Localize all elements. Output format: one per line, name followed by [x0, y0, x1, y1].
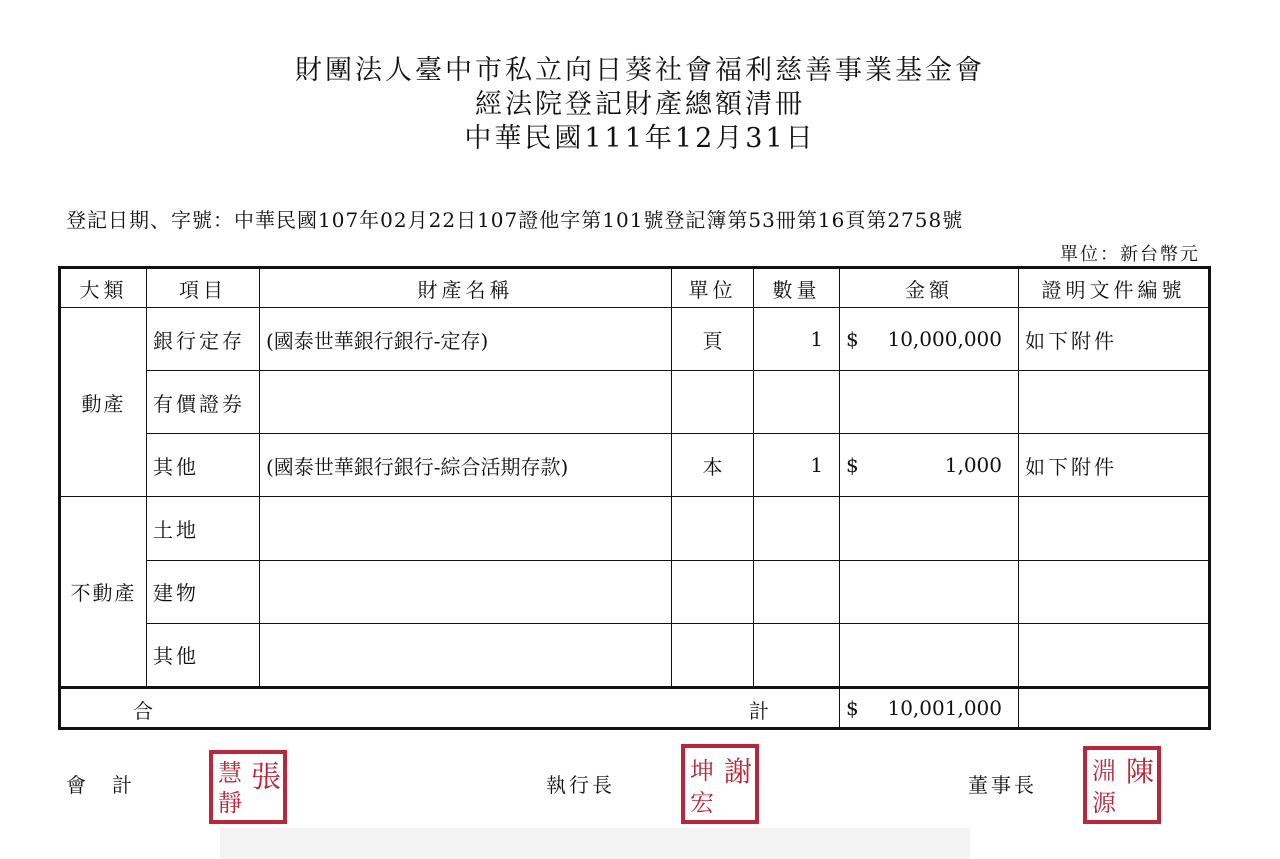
item-cell: 土地	[147, 497, 260, 560]
doc-cell	[1019, 371, 1210, 434]
col-header-doc: 證明文件編號	[1019, 268, 1210, 308]
name-cell	[260, 371, 672, 434]
qty-cell	[754, 623, 840, 687]
col-header-name: 財產名稱	[260, 268, 672, 308]
amount-cell	[840, 497, 1019, 560]
total-label-right: 計	[749, 698, 769, 723]
item-cell: 有價證券	[147, 371, 260, 434]
property-table	[58, 266, 1211, 730]
svg-text:張: 張	[251, 760, 281, 795]
qty-cell: 1	[754, 308, 840, 371]
amount-value: 10,000,000	[887, 327, 1002, 352]
table-row	[60, 497, 1210, 560]
total-row	[60, 687, 1210, 728]
chairman-label: 董事長	[968, 773, 1037, 797]
col-header-unit: 單位	[672, 268, 754, 308]
currency-unit: 單位：新台幣元	[1060, 244, 1200, 265]
unit-cell	[672, 560, 754, 623]
unit-cell: 頁	[672, 308, 754, 371]
amount-cell	[840, 308, 1019, 371]
document-header	[0, 54, 1280, 156]
amount-cell	[840, 623, 1019, 687]
item-cell: 其他	[147, 623, 260, 687]
unit-cell	[672, 371, 754, 434]
doc-date: 中華民國111年12月31日	[464, 123, 816, 154]
doc-title: 經法院登記財產總額清冊	[475, 89, 805, 120]
doc-cell: 如下附件	[1019, 434, 1210, 497]
total-amount-value: 10,001,000	[887, 695, 1002, 720]
svg-text:坤: 坤	[690, 757, 714, 785]
scan-shadow	[220, 828, 970, 859]
currency-sign: $	[846, 327, 859, 352]
svg-text:謝: 謝	[723, 755, 753, 788]
svg-text:源: 源	[1092, 789, 1116, 817]
ceo-label: 執行長	[546, 773, 615, 797]
unit-cell: 本	[672, 434, 754, 497]
col-header-item: 項目	[147, 268, 260, 308]
table-row	[60, 308, 1210, 371]
name-cell	[260, 560, 672, 623]
chairman-seal-icon	[1082, 745, 1162, 825]
total-label-left: 合	[133, 698, 153, 723]
name-cell: (國泰世華銀行銀行-綜合活期存款)	[260, 434, 672, 497]
svg-text:陳: 陳	[1125, 755, 1155, 788]
total-label-cell	[60, 687, 840, 728]
table-row	[60, 623, 1210, 687]
amount-cell	[840, 371, 1019, 434]
total-doc-cell	[1019, 687, 1210, 728]
svg-text:宏: 宏	[690, 789, 714, 817]
accountant-label: 會 計	[66, 773, 135, 797]
ceo-seal-icon	[680, 743, 760, 825]
table-row	[60, 560, 1210, 623]
category-cell: 動產	[60, 308, 147, 497]
doc-cell	[1019, 560, 1210, 623]
category-cell: 不動產	[60, 497, 147, 687]
unit-cell	[672, 497, 754, 560]
col-header-category: 大類	[60, 268, 147, 308]
name-cell	[260, 623, 672, 687]
qty-cell	[754, 560, 840, 623]
qty-cell	[754, 371, 840, 434]
qty-cell	[754, 497, 840, 560]
item-cell: 建物	[147, 560, 260, 623]
doc-cell: 如下附件	[1019, 308, 1210, 371]
table-row	[60, 371, 1210, 434]
svg-text:靜: 靜	[218, 789, 242, 817]
col-header-qty: 數量	[754, 268, 840, 308]
doc-cell	[1019, 623, 1210, 687]
org-name: 財團法人臺中市私立向日葵社會福利慈善事業基金會	[295, 55, 985, 86]
svg-text:慧: 慧	[218, 759, 242, 787]
currency-sign: $	[846, 453, 859, 478]
item-cell: 銀行定存	[147, 308, 260, 371]
name-cell	[260, 497, 672, 560]
unit-cell	[672, 623, 754, 687]
svg-text:淵: 淵	[1092, 757, 1116, 785]
qty-cell: 1	[754, 434, 840, 497]
doc-cell	[1019, 497, 1210, 560]
accountant-seal-icon	[208, 749, 288, 825]
amount-cell	[840, 434, 1019, 497]
total-amount-cell	[840, 687, 1019, 728]
table-row	[60, 434, 1210, 497]
item-cell: 其他	[147, 434, 260, 497]
currency-sign: $	[846, 695, 859, 720]
table-header-row	[60, 268, 1210, 308]
amount-cell	[840, 560, 1019, 623]
col-header-amount: 金額	[840, 268, 1019, 308]
registration-info: 登記日期、字號：中華民國107年02月22日107證他字第101號登記簿第53冊第16頁第2758號	[66, 208, 964, 232]
amount-value: 1,000	[944, 453, 1002, 478]
name-cell: (國泰世華銀行銀行-定存)	[260, 308, 672, 371]
